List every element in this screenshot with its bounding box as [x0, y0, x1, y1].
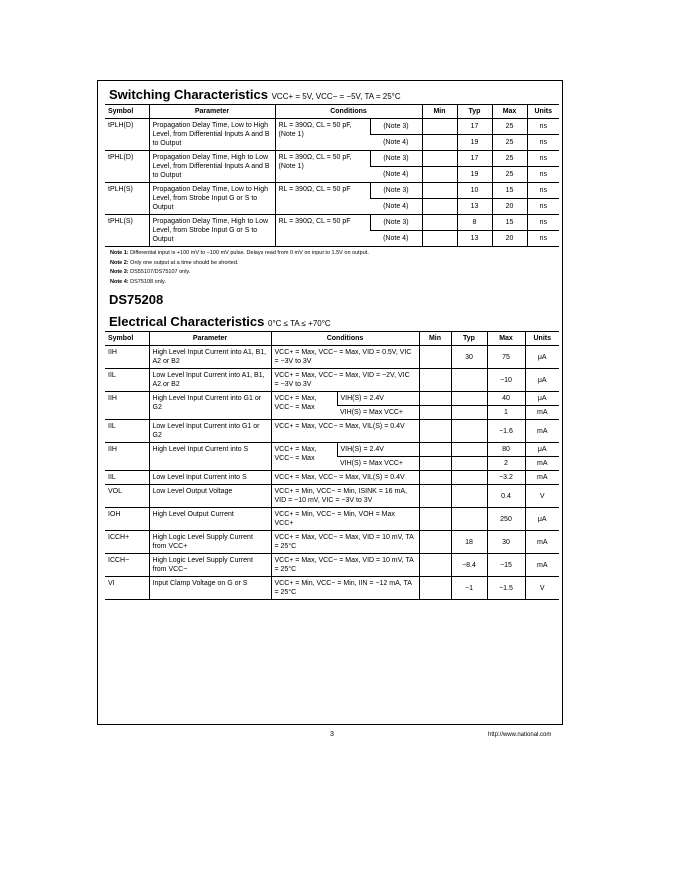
units-cell: mA	[525, 554, 559, 577]
note-label: Note 1:	[110, 250, 129, 256]
max-cell: 20	[492, 199, 527, 215]
typ-cell: 30	[451, 346, 487, 369]
typ-cell: 13	[457, 199, 492, 215]
max-cell: 15	[492, 215, 527, 231]
table-row	[105, 369, 559, 392]
max-cell: −1.6	[487, 420, 525, 443]
table-row	[105, 531, 559, 554]
symbol-cell: IIL	[105, 369, 149, 392]
units-cell: V	[525, 485, 559, 508]
parameter-cell: Low Level Input Current into A1, B1, A2 or B2	[149, 369, 271, 392]
note-label: Note 3:	[110, 269, 129, 275]
symbol-cell: IIH	[105, 392, 149, 420]
note-text: DS75108 only.	[130, 278, 166, 285]
parameter-cell: High Level Input Current into G1 or G2	[149, 392, 271, 420]
symbol-cell: VI	[105, 577, 149, 600]
symbol-cell: ICCH+	[105, 531, 149, 554]
electrical-title: Electrical Characteristics	[109, 314, 265, 329]
parameter-cell: High Logic Level Supply Current from VCC−	[149, 554, 271, 577]
typ-cell	[451, 485, 487, 508]
header-cell: Symbol	[105, 105, 149, 119]
units-cell: ns	[527, 231, 559, 247]
units-cell: mA	[525, 531, 559, 554]
max-cell: 25	[492, 119, 527, 135]
condition-cell: VCC+ = Max, VCC− = Max	[271, 392, 337, 420]
condition-cell: VCC+ = Max, VCC− = Max, VID = 10 mV, TA = 25°C	[271, 554, 419, 577]
parameter-cell: High Level Input Current into S	[149, 443, 271, 471]
header-cell: Units	[527, 105, 559, 119]
note-cell: (Note 4)	[370, 199, 422, 215]
symbol-cell: IOH	[105, 508, 149, 531]
units-cell: V	[525, 577, 559, 600]
min-cell	[419, 471, 451, 485]
min-cell	[422, 119, 457, 135]
parameter-cell: Low Level Output Voltage	[149, 485, 271, 508]
typ-cell: 17	[457, 119, 492, 135]
condition-cell: VCC+ = Max, VCC− = Max, VID = −2V, VIC = −3V to 3V	[271, 369, 419, 392]
units-cell: mA	[525, 406, 559, 420]
table-row	[105, 420, 559, 443]
table-row	[105, 577, 559, 600]
max-cell: 25	[492, 135, 527, 151]
units-cell: ns	[527, 167, 559, 183]
note-label: Note 2:	[110, 259, 129, 266]
units-cell: μA	[525, 443, 559, 457]
header-cell: Min	[422, 105, 457, 119]
condition-cell: VCC+ = Min, VCC− = Min, IIN = −12 mA, TA = 25°C	[271, 577, 419, 600]
condition-sub-cell: VIH(S) = Max VCC+	[337, 406, 419, 420]
min-cell	[419, 577, 451, 600]
max-cell: −1.5	[487, 577, 525, 600]
min-cell	[419, 457, 451, 471]
max-cell: −15	[487, 554, 525, 577]
typ-cell	[451, 471, 487, 485]
note-cell: (Note 4)	[370, 231, 422, 247]
min-cell	[422, 231, 457, 247]
units-cell: mA	[525, 457, 559, 471]
header-cell: Parameter	[149, 105, 275, 119]
footer-url: http://www.national.com	[488, 732, 552, 738]
condition-cell: VCC+ = Max, VCC− = Max	[271, 443, 337, 471]
min-cell	[422, 167, 457, 183]
min-cell	[419, 420, 451, 443]
parameter-cell: Input Clamp Voltage on G or S	[149, 577, 271, 600]
table-row	[105, 119, 559, 135]
max-cell: 40	[487, 392, 525, 406]
typ-cell	[451, 392, 487, 406]
parameter-cell: High Level Output Current	[149, 508, 271, 531]
switching-table	[105, 104, 559, 247]
max-cell: 30	[487, 531, 525, 554]
table-row	[105, 346, 559, 369]
table-row	[105, 485, 559, 508]
typ-cell	[451, 508, 487, 531]
symbol-cell: tPHL(D)	[105, 151, 149, 183]
min-cell	[422, 199, 457, 215]
max-cell: 80	[487, 443, 525, 457]
parameter-cell: Propagation Delay Time, High to Low Level, from Differential Inputs A and B to Output	[149, 151, 275, 183]
header-cell: Units	[525, 332, 559, 346]
condition-cell: VCC+ = Min, VCC− = Min, VOH = Max VCC+	[271, 508, 419, 531]
switching-title-block	[109, 87, 401, 102]
max-cell: 250	[487, 508, 525, 531]
table-row	[105, 443, 559, 457]
symbol-cell: tPLH(D)	[105, 119, 149, 151]
header-cell: Max	[492, 105, 527, 119]
parameter-cell: Propagation Delay Time, Low to High Level, from Strobe Input G or S to Output	[149, 183, 275, 215]
note-line	[110, 278, 369, 288]
min-cell	[419, 443, 451, 457]
min-cell	[419, 406, 451, 420]
symbol-cell: IIL	[105, 471, 149, 485]
min-cell	[419, 508, 451, 531]
electrical-conditions: 0°C ≤ TA ≤ +70°C	[268, 319, 331, 328]
condition-cell: RL = 390Ω, CL = 50 pF	[275, 215, 370, 247]
note-line	[110, 259, 369, 269]
condition-cell: RL = 390Ω, CL = 50 pF	[275, 183, 370, 215]
max-cell: −10	[487, 369, 525, 392]
units-cell: ns	[527, 135, 559, 151]
min-cell	[419, 346, 451, 369]
table-row	[105, 392, 559, 406]
max-cell: 20	[492, 231, 527, 247]
notes-block	[110, 249, 369, 287]
symbol-cell: ICCH−	[105, 554, 149, 577]
typ-cell: 8	[457, 215, 492, 231]
condition-cell: VCC+ = Max, VCC− = Max, VID = 0.5V, VIC = −3V to 3V	[271, 346, 419, 369]
min-cell	[419, 531, 451, 554]
condition-sub-cell: VIH(S) = 2.4V	[337, 443, 419, 457]
typ-cell: 19	[457, 135, 492, 151]
units-cell: ns	[527, 183, 559, 199]
min-cell	[422, 151, 457, 167]
electrical-table	[105, 331, 559, 600]
header-cell: Conditions	[271, 332, 419, 346]
symbol-cell: VOL	[105, 485, 149, 508]
table-row	[105, 183, 559, 199]
condition-cell: RL = 390Ω, CL = 50 pF, (Note 1)	[275, 119, 370, 151]
units-cell: ns	[527, 199, 559, 215]
note-cell: (Note 4)	[370, 135, 422, 151]
parameter-cell: High Logic Level Supply Current from VCC+	[149, 531, 271, 554]
parameter-cell: Propagation Delay Time, High to Low Level, from Strobe Input G or S to Output	[149, 215, 275, 247]
typ-cell	[451, 406, 487, 420]
note-cell: (Note 3)	[370, 119, 422, 135]
typ-cell: 18	[451, 531, 487, 554]
table-row	[105, 508, 559, 531]
min-cell	[422, 183, 457, 199]
units-cell: ns	[527, 119, 559, 135]
max-cell: 2	[487, 457, 525, 471]
typ-cell	[451, 443, 487, 457]
typ-cell	[451, 369, 487, 392]
note-line	[110, 249, 369, 259]
condition-sub-cell: VIH(S) = Max VCC+	[337, 457, 419, 471]
parameter-cell: Low Level Input Current into S	[149, 471, 271, 485]
switching-title: Switching Characteristics	[109, 87, 268, 102]
typ-cell: 17	[457, 151, 492, 167]
electrical-title-block	[109, 314, 331, 329]
typ-cell: 13	[457, 231, 492, 247]
typ-cell	[451, 420, 487, 443]
units-cell: μA	[525, 392, 559, 406]
symbol-cell: IIH	[105, 443, 149, 471]
condition-cell: RL = 390Ω, CL = 50 pF, (Note 1)	[275, 151, 370, 183]
units-cell: μA	[525, 508, 559, 531]
units-cell: μA	[525, 369, 559, 392]
header-cell: Typ	[451, 332, 487, 346]
condition-sub-cell: VIH(S) = 2.4V	[337, 392, 419, 406]
note-cell: (Note 3)	[370, 183, 422, 199]
min-cell	[419, 554, 451, 577]
condition-cell: VCC+ = Max, VCC− = Max, VIL(S) = 0.4V	[271, 420, 419, 443]
max-cell: 25	[492, 167, 527, 183]
header-cell: Parameter	[149, 332, 271, 346]
parameter-cell: High Level Input Current into A1, B1, A2 or B2	[149, 346, 271, 369]
note-cell: (Note 3)	[370, 151, 422, 167]
symbol-cell: tPLH(S)	[105, 183, 149, 215]
max-cell: 1	[487, 406, 525, 420]
header-cell: Min	[419, 332, 451, 346]
symbol-cell: IIL	[105, 420, 149, 443]
units-cell: ns	[527, 215, 559, 231]
note-cell: (Note 4)	[370, 167, 422, 183]
header-cell: Max	[487, 332, 525, 346]
min-cell	[422, 135, 457, 151]
part-number: DS75208	[109, 292, 164, 307]
typ-cell	[451, 457, 487, 471]
parameter-cell: Propagation Delay Time, Low to High Level, from Differential Inputs A and B to Output	[149, 119, 275, 151]
table-row	[105, 471, 559, 485]
max-cell: −3.2	[487, 471, 525, 485]
switching-conditions: VCC+ = 5V, VCC− = −5V, TA = 25°C	[271, 92, 401, 101]
parameter-cell: Low Level Input Current into G1 or G2	[149, 420, 271, 443]
note-line	[110, 268, 369, 278]
units-cell: ns	[527, 151, 559, 167]
note-text: Only one output at a time should be shorted.	[130, 259, 239, 266]
max-cell: 25	[492, 151, 527, 167]
max-cell: 0.4	[487, 485, 525, 508]
header-cell: Typ	[457, 105, 492, 119]
symbol-cell: IIH	[105, 346, 149, 369]
units-cell: μA	[525, 346, 559, 369]
page-number: 3	[330, 731, 334, 738]
condition-cell: VCC+ = Max, VCC− = Max, VIL(S) = 0.4V	[271, 471, 419, 485]
max-cell: 75	[487, 346, 525, 369]
table-row	[105, 151, 559, 167]
note-text: Differential input is +100 mV to −100 mV pulse. Delays read from 0 mV on input to 1.5V on output.	[130, 250, 369, 256]
max-cell: 15	[492, 183, 527, 199]
min-cell	[419, 392, 451, 406]
table-row	[105, 554, 559, 577]
header-cell: Symbol	[105, 332, 149, 346]
min-cell	[422, 215, 457, 231]
min-cell	[419, 369, 451, 392]
note-text: DS55107/DS75107 only.	[130, 269, 191, 275]
condition-cell: VCC+ = Max, VCC− = Max, VID = 10 mV, TA = 25°C	[271, 531, 419, 554]
table-row	[105, 215, 559, 231]
note-cell: (Note 3)	[370, 215, 422, 231]
typ-cell: 19	[457, 167, 492, 183]
condition-cell: VCC+ = Min, VCC− = Min, ISINK = 16 mA, VID = −10 mV, VIC = −3V to 3V	[271, 485, 419, 508]
typ-cell: −1	[451, 577, 487, 600]
header-cell: Conditions	[275, 105, 422, 119]
note-label: Note 4:	[110, 278, 129, 285]
typ-cell: 10	[457, 183, 492, 199]
min-cell	[419, 485, 451, 508]
typ-cell: −8.4	[451, 554, 487, 577]
units-cell: mA	[525, 420, 559, 443]
symbol-cell: tPHL(S)	[105, 215, 149, 247]
units-cell: mA	[525, 471, 559, 485]
